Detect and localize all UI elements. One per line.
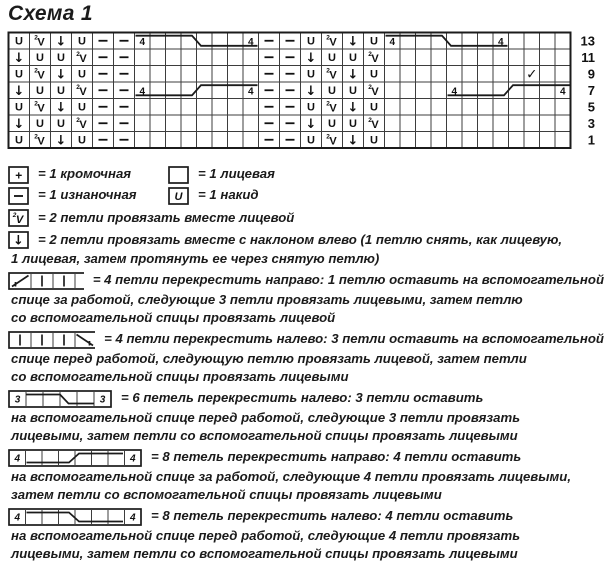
legend-text-continuation: со вспомогательной спицы провязать лицевыми (11, 369, 349, 384)
legend-text-continuation: на вспомогательной спице за работой, следующие 4 петли провязать лицевыми, (11, 468, 571, 484)
symbol-k2tog: V (79, 119, 87, 132)
symbol-k2tog-count: 2 (368, 84, 372, 92)
cable-stitch-count: 4 (451, 86, 458, 98)
row-number: 7 (587, 82, 595, 98)
legend-text-continuation: спице перед работой, следующую петлю провязать лицевой, затем петли (11, 350, 527, 366)
legend-item (8, 507, 604, 527)
symbol-yarnover: U (370, 35, 378, 48)
symbol-yarnover: U (15, 35, 23, 48)
legend-item (168, 165, 275, 185)
symbol-k2tog: V (371, 86, 379, 99)
chart-row (14, 84, 566, 99)
legend-symbol-purl (8, 186, 29, 206)
legend-item (8, 389, 604, 409)
symbol-skp: ↓ (13, 50, 25, 66)
k2tog-count: 2 (12, 211, 17, 219)
symbol-yarnover: U (57, 85, 65, 98)
checkmark-icon: ✓ (526, 66, 538, 83)
symbol-yarnover: U (36, 85, 44, 98)
symbol-skp: ↓ (55, 34, 67, 50)
legend-text-continuation: на вспомогательной спице перед работой, следующие 4 петли провязать (11, 527, 521, 543)
legend-symbol-cross8right (8, 448, 142, 468)
symbol-yarnover: U (57, 118, 65, 131)
symbol-skp: ↓ (55, 100, 67, 116)
legend-text-continuation: 1 лицевая, затем протянуть ее через снятую петлю) (11, 251, 380, 266)
legend-symbol-knit (168, 165, 189, 185)
symbol-skp: ↓ (305, 83, 317, 99)
yarnover-glyph: U (174, 190, 183, 203)
symbol-yarnover: U (370, 101, 378, 114)
legend-item (8, 271, 604, 291)
legend-item (8, 448, 604, 468)
symbol-k2tog: V (79, 53, 87, 66)
symbol-yarnover: U (370, 134, 378, 147)
legend-item (168, 186, 259, 206)
legend-text: = 2 петли провязать вместе лицевой (38, 209, 295, 225)
symbol-yarnover: U (307, 134, 315, 147)
symbol-k2tog-count: 2 (326, 67, 330, 75)
symbol-yarnover: U (307, 101, 315, 114)
symbol-yarnover: U (349, 52, 357, 65)
symbol-k2tog-count: 2 (76, 51, 80, 59)
symbol-skp: ↓ (347, 34, 359, 50)
symbol-k2tog-count: 2 (326, 34, 330, 42)
symbol-skp: ↓ (13, 116, 25, 132)
symbol-yarnover: U (36, 118, 44, 131)
legend (8, 164, 604, 564)
symbol-yarnover: U (36, 52, 44, 65)
row-number: 1 (587, 132, 595, 148)
symbol-k2tog: V (329, 69, 337, 82)
legend-symbol-edge (8, 165, 29, 185)
symbol-k2tog-count: 2 (326, 100, 330, 108)
cable-count: 4 (129, 453, 136, 465)
symbol-k2tog: V (329, 102, 337, 115)
cable-stitch-count: 4 (247, 36, 254, 48)
symbol-k2tog-count: 2 (34, 67, 38, 75)
symbol-skp: ↓ (305, 50, 317, 66)
legend-text: = 6 петель перекрестить налево: 3 петли оставить (121, 390, 484, 406)
plus-glyph: + (14, 167, 23, 182)
symbol-skp: ↓ (347, 133, 359, 149)
legend-item (8, 330, 604, 350)
legend-symbol-yarnover (168, 186, 189, 206)
symbol-k2tog: V (371, 53, 379, 66)
symbol-k2tog: V (37, 135, 45, 148)
symbol-skp: ↓ (347, 67, 359, 83)
symbol-skp: ↓ (305, 116, 317, 132)
symbol-k2tog-count: 2 (34, 100, 38, 108)
row-number: 11 (581, 49, 595, 65)
legend-text: = 1 накид (198, 187, 259, 203)
symbol-k2tog: V (79, 86, 87, 99)
legend-text-continuation: на вспомогательной спице перед работой, следующие 3 петли провязать (11, 409, 521, 425)
symbol-skp: ↓ (347, 100, 359, 116)
legend-text-continuation: со вспомогательной спицы провязать лицевой (11, 310, 336, 325)
legend-symbol-cross6left (8, 389, 112, 409)
cable-stitch-count: 4 (139, 36, 146, 48)
symbol-skp: ↓ (55, 67, 67, 83)
symbol-k2tog: V (329, 36, 337, 49)
symbol-yarnover: U (328, 118, 336, 131)
legend-text-continuation: лицевыми, затем петли со вспомогательной спицы провязать лицевыми (11, 546, 518, 561)
cable-stitch-count: 4 (139, 86, 146, 98)
legend-text: = 4 петли перекрестить налево: 3 петли оставить на вспомогательной (104, 331, 604, 347)
legend-item (8, 165, 168, 185)
symbol-yarnover: U (307, 68, 315, 81)
cable-stitch-count: 4 (247, 86, 254, 98)
legend-text: = 8 петель перекрестить налево: 4 петли оставить (151, 508, 514, 524)
symbol-k2tog-count: 2 (368, 117, 372, 125)
knitting-chart-grid (7, 31, 604, 151)
symbol-k2tog: V (371, 119, 379, 132)
cable-count: 4 (129, 512, 136, 524)
legend-item (8, 208, 604, 228)
symbol-yarnover: U (57, 52, 65, 65)
symbol-k2tog-count: 2 (34, 34, 38, 42)
knitting-chart (7, 31, 604, 156)
symbol-k2tog-count: 2 (368, 51, 372, 59)
symbol-yarnover: U (349, 85, 357, 98)
symbol-yarnover: U (78, 134, 86, 147)
symbol-k2tog: V (37, 69, 45, 82)
symbol-k2tog: V (37, 102, 45, 115)
symbol-yarnover: U (328, 52, 336, 65)
row-number: 9 (587, 66, 595, 82)
legend-symbol-cross4left (8, 330, 95, 350)
symbol-skp: ↓ (55, 133, 67, 149)
legend-symbol-cross8left (8, 507, 142, 527)
symbol-yarnover: U (15, 68, 23, 81)
k2tog-glyph: V (15, 213, 24, 226)
symbol-yarnover: U (370, 68, 378, 81)
legend-text-continuation: лицевыми, затем петли со вспомогательной спицы провязать лицевыми (11, 428, 518, 443)
legend-text: = 2 петли провязать вместе с наклоном влево (1 петлю снять, как лицевую, (38, 231, 563, 247)
legend-symbol-skp (8, 230, 29, 250)
legend-item (8, 230, 604, 250)
symbol-yarnover: U (307, 35, 315, 48)
symbol-k2tog-count: 2 (76, 84, 80, 92)
symbol-k2tog: V (329, 135, 337, 148)
legend-text: = 1 кромочная (38, 166, 132, 182)
legend-text: = 1 лицевая (198, 166, 275, 182)
page-title: Схема 1 (8, 2, 93, 25)
symbol-yarnover: U (15, 134, 23, 147)
symbol-k2tog-count: 2 (34, 133, 38, 141)
cable-stitch-count: 4 (559, 86, 566, 98)
symbol-k2tog-count: 2 (326, 133, 330, 141)
symbol-yarnover: U (328, 85, 336, 98)
skp-glyph: ↓ (13, 233, 24, 249)
legend-item (8, 186, 168, 206)
legend-pair-row (8, 185, 604, 206)
symbol-yarnover: U (78, 35, 86, 48)
cable-count: 3 (14, 394, 21, 406)
cable-count: 3 (99, 394, 106, 406)
cable-stitch-count: 4 (497, 36, 504, 48)
symbol-yarnover: U (78, 101, 86, 114)
symbol-k2tog-count: 2 (76, 117, 80, 125)
symbol-yarnover: U (349, 118, 357, 131)
cable-count: 4 (14, 453, 21, 465)
legend-text: = 8 петель перекрестить направо: 4 петли оставить (151, 449, 522, 465)
legend-text-continuation: спице за работой, следующие 3 петли провязать лицевыми, затем петлю (11, 291, 523, 307)
symbol-skp: ↓ (13, 83, 25, 99)
row-number: 5 (587, 99, 595, 115)
symbol-yarnover: U (15, 101, 23, 114)
chart-row (15, 67, 537, 83)
row-number: 3 (587, 115, 595, 131)
legend-text: = 4 петли перекрестить направо: 1 петлю оставить на вспомогательной (92, 272, 604, 288)
legend-pair-row (8, 164, 604, 185)
row-number: 13 (580, 33, 595, 49)
legend-symbol-k2tog (8, 208, 29, 228)
legend-text: = 1 изнаночная (38, 187, 137, 203)
cable-count: 4 (14, 512, 21, 524)
symbol-k2tog: V (37, 36, 45, 49)
legend-symbol-cross4right (8, 271, 84, 291)
symbol-yarnover: U (78, 68, 86, 81)
cable-stitch-count: 4 (389, 36, 396, 48)
legend-text-continuation: затем петли со вспомогательной спицы провязать лицевыми (11, 487, 442, 502)
